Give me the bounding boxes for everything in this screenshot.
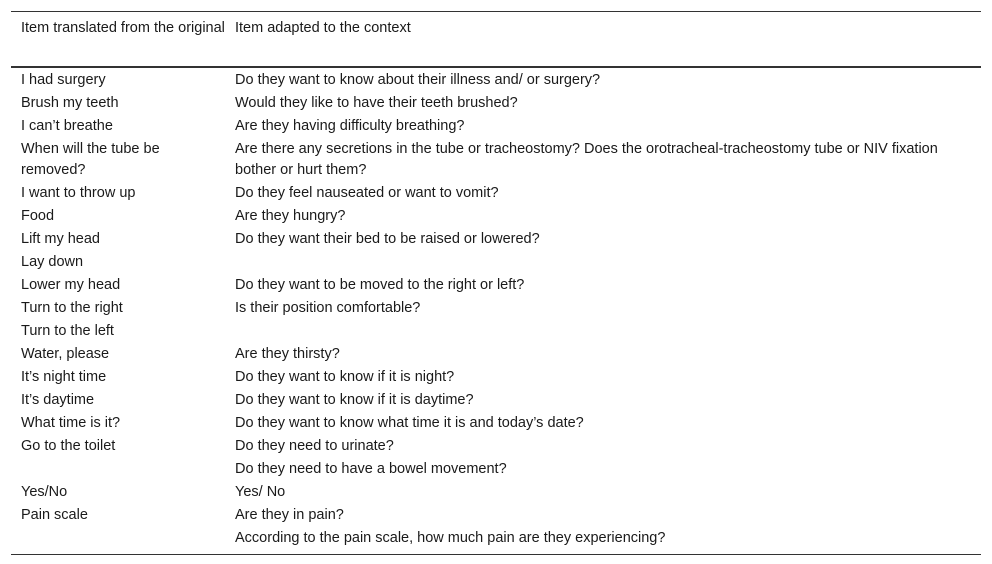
original-item-cell: Lower my head bbox=[21, 277, 121, 293]
original-item-cell: Brush my teeth bbox=[21, 95, 119, 111]
table-header bbox=[11, 12, 981, 68]
table-body bbox=[11, 67, 981, 555]
header-adapted-item: Item adapted to the context bbox=[235, 20, 411, 36]
table-row bbox=[11, 435, 981, 458]
original-item-cell: Water, please bbox=[21, 346, 110, 362]
original-item-cell bbox=[11, 527, 225, 555]
original-item-cell: When will the tube be removed? bbox=[21, 141, 160, 178]
table-row bbox=[11, 527, 981, 555]
adapted-item-cell: Do they want to know if it is daytime? bbox=[235, 392, 474, 408]
table-row bbox=[11, 389, 981, 412]
original-item-cell: Turn to the right bbox=[21, 300, 123, 316]
adaptation-table bbox=[11, 11, 981, 555]
table-row bbox=[11, 251, 981, 274]
adapted-item-cell: Are they having difficulty breathing? bbox=[235, 118, 465, 134]
table-row bbox=[11, 115, 981, 138]
table-row bbox=[11, 205, 981, 228]
original-item-cell: Turn to the left bbox=[21, 323, 114, 339]
table-row bbox=[11, 138, 981, 182]
adapted-item-cell bbox=[225, 320, 981, 343]
adapted-item-cell: Do they want to be moved to the right or left? bbox=[235, 277, 525, 293]
table-row bbox=[11, 458, 981, 481]
adapted-item-cell: Do they want to know what time it is and today’s date? bbox=[235, 415, 584, 431]
adapted-item-cell: Are they thirsty? bbox=[235, 346, 340, 362]
table-row bbox=[11, 366, 981, 389]
table-row bbox=[11, 343, 981, 366]
adaptation-table-container bbox=[11, 11, 981, 555]
table-row bbox=[11, 412, 981, 435]
adapted-item-cell: Are there any secretions in the tube or tracheostomy? Does the orotracheal-tracheostomy tube or NIV fixation bother or hurt them? bbox=[235, 141, 938, 178]
original-item-cell: Pain scale bbox=[21, 507, 88, 523]
table-row bbox=[11, 504, 981, 527]
original-item-cell: Food bbox=[21, 208, 55, 224]
original-item-cell bbox=[11, 458, 225, 481]
original-item-cell: What time is it? bbox=[21, 415, 121, 431]
table-row bbox=[11, 297, 981, 320]
table-row bbox=[11, 92, 981, 115]
original-item-cell: I had surgery bbox=[21, 72, 106, 88]
original-item-cell: Yes/No bbox=[21, 484, 68, 500]
adapted-item-cell: Do they need to have a bowel movement? bbox=[235, 461, 507, 477]
adapted-item-cell: Yes/ No bbox=[235, 484, 286, 500]
adapted-item-cell: Do they want to know about their illness and/ or surgery? bbox=[235, 72, 601, 88]
adapted-item-cell: Do they want to know if it is night? bbox=[235, 369, 455, 385]
adapted-item-cell: Would they like to have their teeth brushed? bbox=[235, 95, 518, 111]
adapted-item-cell: Are they in pain? bbox=[235, 507, 344, 523]
adapted-item-cell: Are they hungry? bbox=[235, 208, 346, 224]
table-row bbox=[11, 228, 981, 251]
original-item-cell: Go to the toilet bbox=[21, 438, 116, 454]
adapted-item-cell: According to the pain scale, how much pain are they experiencing? bbox=[235, 530, 666, 546]
adapted-item-cell bbox=[225, 251, 981, 274]
adapted-item-cell: Do they need to urinate? bbox=[235, 438, 394, 454]
adapted-item-cell: Do they want their bed to be raised or lowered? bbox=[235, 231, 540, 247]
table-row bbox=[11, 182, 981, 205]
table-row bbox=[11, 274, 981, 297]
original-item-cell: It’s night time bbox=[21, 369, 107, 385]
original-item-cell: Lay down bbox=[21, 254, 84, 270]
table-row bbox=[11, 67, 981, 92]
header-row bbox=[11, 12, 981, 68]
adapted-item-cell: Do they feel nauseated or want to vomit? bbox=[235, 185, 499, 201]
table-row bbox=[11, 320, 981, 343]
header-original-item: Item translated from the original bbox=[21, 20, 225, 36]
original-item-cell: It’s daytime bbox=[21, 392, 95, 408]
original-item-cell: Lift my head bbox=[21, 231, 100, 247]
adapted-item-cell: Is their position comfortable? bbox=[235, 300, 421, 316]
original-item-cell: I want to throw up bbox=[21, 185, 136, 201]
original-item-cell: I can’t breathe bbox=[21, 118, 113, 134]
table-row bbox=[11, 481, 981, 504]
